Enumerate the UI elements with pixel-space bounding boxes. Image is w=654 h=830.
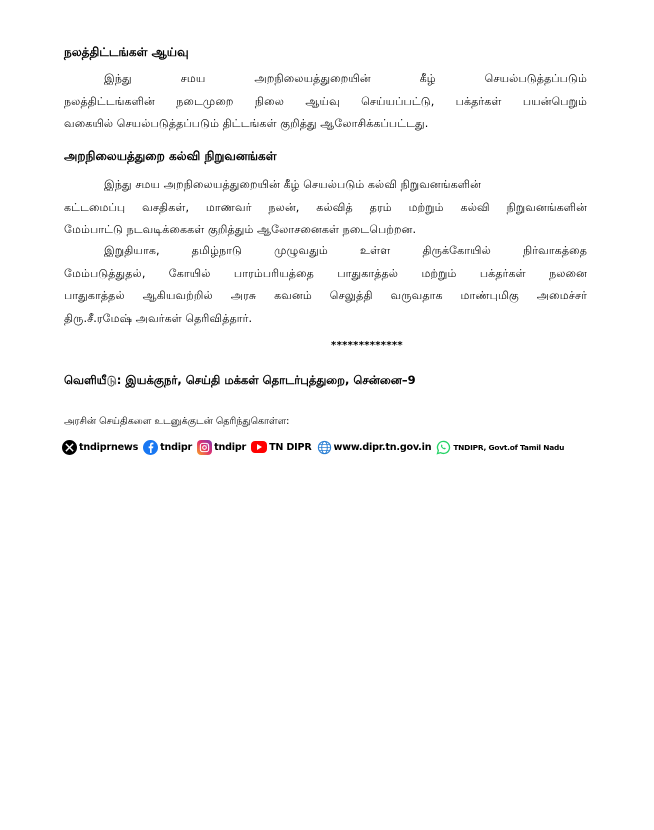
social-link-x[interactable] [62, 440, 138, 455]
social-label: tndipr [160, 441, 193, 453]
instagram-icon [197, 440, 212, 455]
social-label: www.dipr.tn.gov.in [333, 441, 432, 453]
paragraph-line: இந்து சமய அறநிலையத்துறையின் கீழ் செயல்படுத்தப்படும் [104, 72, 587, 85]
youtube-icon [251, 441, 267, 453]
facebook-icon [143, 440, 158, 455]
social-link-website[interactable] [317, 440, 432, 455]
paragraph-welfare-review [64, 68, 587, 136]
social-label: tndiprnews [79, 441, 139, 453]
social-link-instagram[interactable] [197, 440, 246, 455]
social-label: TN DIPR [269, 441, 312, 453]
paragraph-conclusion [64, 240, 587, 330]
social-link-whatsapp[interactable] [436, 440, 564, 455]
whatsapp-icon [436, 440, 451, 455]
paragraph-line: மேம்படுத்துதல், கோயில் பாரம்பரியத்தை பாதுகாத்தல் மற்றும் பக்தர்கள் நலனை [64, 266, 587, 280]
section-heading-welfare-review: நலத்திட்டங்கள் ஆய்வு [64, 45, 189, 59]
social-label: tndipr [214, 441, 247, 453]
paragraph-line: இறுதியாக, தமிழ்நாடு முழுவதும் உள்ள திருக்கோயில் நிர்வாகத்தை [104, 244, 587, 257]
social-link-youtube[interactable] [251, 441, 311, 453]
paragraph-line: பாதுகாத்தல் ஆகியவற்றில் அரசு கவனம் செலுத்தி வருவதாக மாண்புமிகு அமைச்சர் [64, 289, 587, 302]
paragraph-line: நலத்திட்டங்களின் நடைமுறை நிலை ஆய்வு செய்யப்பட்டு, பக்தர்கள் பயன்பெறும் [64, 94, 587, 108]
social-label: TNDIPR, Govt.of Tamil Nadu [453, 442, 565, 452]
follow-prompt: அரசின் செய்திகளை உடனுக்குடன் தெரிந்துகொள்ள: [64, 416, 290, 427]
globe-icon [317, 440, 332, 455]
paragraph-education-institutions [64, 174, 587, 242]
paragraph-line: வகையில் செயல்படுத்தப்படும் திட்டங்கள் குறித்து ஆலோசிக்கப்பட்டது. [64, 117, 429, 130]
paragraph-line: திரு.சீ.ரமேஷ் அவர்கள் தெரிவித்தார். [64, 311, 253, 325]
paragraph-line: கட்டமைப்பு வசதிகள், மாணவர் நலன், கல்வித் தரம் மற்றும் கல்வி நிறுவனங்களின் [64, 200, 587, 214]
x-icon [62, 440, 77, 455]
release-credit: வெளியீடு: இயக்குநர், செய்தி மக்கள் தொடர்புத்துறை, சென்னை–9 [64, 373, 416, 387]
paragraph-line: மேம்பாட்டு நடவடிக்கைகள் குறித்தும் ஆலோசனைகள் நடைபெற்றன. [64, 223, 417, 236]
section-heading-education-institutions: அறநிலையத்துறை கல்வி நிறுவனங்கள் [64, 149, 277, 163]
paragraph-line: இந்து சமய அறநிலையத்துறையின் கீழ் செயல்படும் கல்வி நிறுவனங்களின் [104, 178, 481, 191]
social-links-bar [62, 438, 569, 456]
separator-stars: ************* [331, 340, 403, 351]
social-link-facebook[interactable] [143, 440, 192, 455]
